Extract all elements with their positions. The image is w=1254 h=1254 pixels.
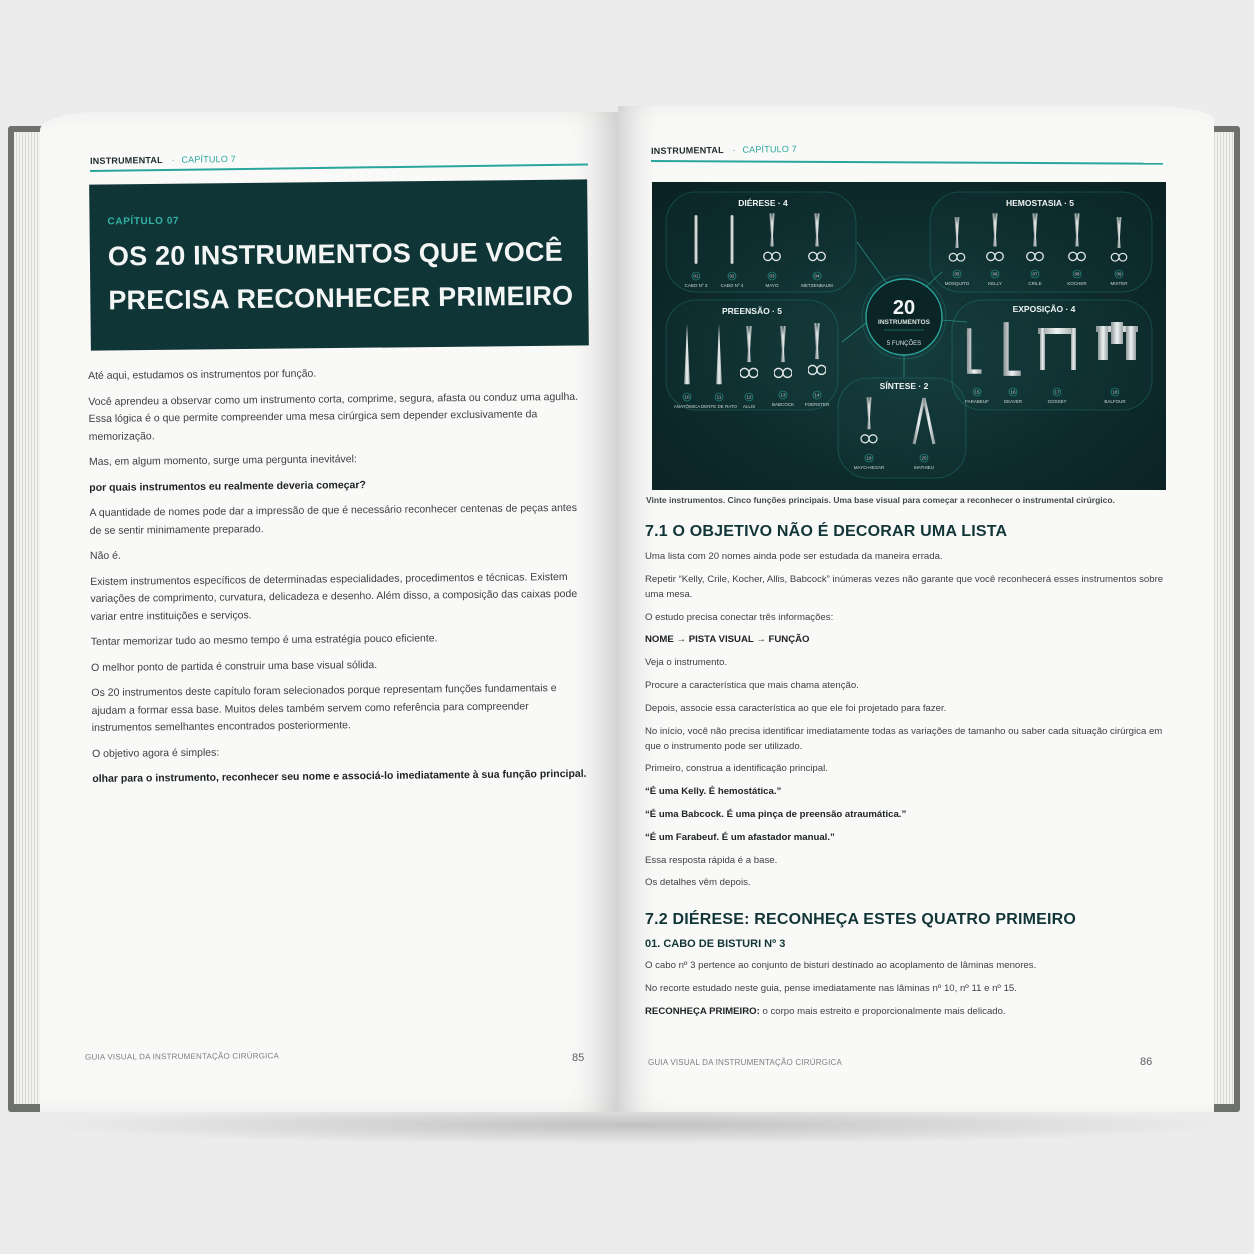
item-num: 06 <box>992 271 998 277</box>
page-number: 86 <box>1140 1056 1153 1068</box>
paragraph-emphasis: por quais instrumentos eu realmente deveria começar? <box>89 478 366 494</box>
item-num: 04 <box>814 273 820 279</box>
paragraph: Uma lista com 20 nomes ainda pode ser estudada da maneira errada. <box>645 551 943 562</box>
item-num: 16 <box>1010 389 1016 395</box>
group-title-exposicao: EXPOSIÇÃO · 4 <box>1012 304 1076 314</box>
center-label: INSTRUMENTOS <box>878 319 930 326</box>
running-head-sep: · <box>732 144 736 155</box>
paragraph: O cabo nº 3 pertence ao conjunto de bisturi destinado ao acoplamento de lâminas menores. <box>645 960 1037 972</box>
section-heading-7-1: 7.1 O OBJETIVO NÃO É DECORAR UMA LISTA <box>645 523 1008 540</box>
item-name: KELLY <box>988 281 1002 286</box>
item-name: KOCHER <box>1067 281 1087 286</box>
paragraph: No recorte estudado neste guia, pense imediatamente nas lâminas nº 10, nº 11 e nº 15. <box>645 983 1017 995</box>
item-num: 07 <box>1032 271 1038 277</box>
item-num: 18 <box>1112 389 1118 395</box>
item-name: BABCOCK <box>771 402 795 407</box>
page-footer: GUIA VISUAL DA INSTRUMENTAÇÃO CIRÚRGICA <box>648 1058 843 1067</box>
running-head-book: INSTRUMENTAL <box>90 154 163 166</box>
infographic-svg <box>652 182 1166 490</box>
item-num: 05 <box>954 271 960 277</box>
recognize-paragraph <box>645 1004 1175 1019</box>
right-body-text <box>645 524 1175 1027</box>
group-title-preensao: PREENSÃO · 5 <box>722 306 782 316</box>
paragraph: Existem instrumentos específicos de determinadas especialidades, procedimentos e técnicas. Existem variações de comprimento, curvatura, delicadeza e desenho. Além disso, a composição das caixas pode variar entre instituições e serviços. <box>90 570 578 623</box>
item-num: 14 <box>814 392 820 398</box>
item-num: 08 <box>1074 271 1080 277</box>
item-num: 02 <box>729 273 735 279</box>
paragraph: Essa resposta rápida é a base. <box>645 854 778 866</box>
instruments-infographic <box>652 182 1166 490</box>
item-name: DENTE DE RATO <box>700 404 738 409</box>
paragraph: Procure a característica que mais chama atenção. <box>645 679 859 691</box>
head-rule <box>651 160 1163 165</box>
item-num: 19 <box>866 455 872 461</box>
item-name: ALLIS <box>742 404 756 409</box>
item-num: 17 <box>1054 389 1060 395</box>
running-head-chapter: CAPÍTULO 7 <box>742 143 797 155</box>
item-name: FARABEUF <box>965 399 989 404</box>
item-name: FOERSTER <box>804 402 830 407</box>
running-head <box>90 154 236 166</box>
item-num: 12 <box>746 394 752 400</box>
paragraph-emphasis: olhar para o instrumento, reconhecer seu nome e associá-lo imediatamente à sua função principal. <box>92 767 587 785</box>
item-name: DEAVER <box>1003 399 1023 404</box>
item-name: BALFOUR <box>1104 399 1126 404</box>
center-sub: 5 FUNÇÕES <box>886 341 922 347</box>
item-num: 03 <box>769 273 775 279</box>
chapter-title-line2: PRECISA RECONHECER PRIMEIRO <box>108 280 574 316</box>
paragraph: O estudo precisa conectar três informações: <box>645 611 834 623</box>
item-name: GOSSET <box>1047 399 1067 404</box>
item-num: 01 <box>693 273 699 279</box>
quote: “É uma Kelly. É hemostática.” <box>645 786 782 798</box>
item-name: ANATÔMICA <box>673 404 701 409</box>
paragraph: Tentar memorizar tudo ao mesmo tempo é uma estratégia pouco eficiente. <box>90 632 438 648</box>
running-head-chapter: CAPÍTULO 7 <box>181 153 236 165</box>
running-head-sep: · <box>171 154 175 165</box>
paragraph: O objetivo agora é simples: <box>91 746 220 760</box>
center-number: 20 <box>892 297 916 319</box>
item-num: 11 <box>716 394 722 400</box>
right-page <box>618 106 1214 1112</box>
running-head <box>651 144 797 156</box>
item-name: MAYO-HEGAR <box>853 465 885 470</box>
paragraph: No início, você não precisa identificar imediatamente todas as variações de tamanho ou saber cada situação cirúrgica em que o instrumento pode ser utilizado. <box>645 725 1163 752</box>
figure-caption: Vinte instrumentos. Cinco funções principais. Uma base visual para começar a reconhecer o instrumental cirúrgico. <box>646 495 1115 505</box>
item-name: MAYO <box>765 283 779 288</box>
group-title-hemostasia: HEMOSTASIA · 5 <box>1005 198 1075 208</box>
paragraph: Você aprendeu a observar como um instrumento corta, comprime, segura, afasta ou conduz uma agulha. Essa lógica é o que permite compreender uma mesa cirúrgica sem depender exclusivamente da memorização. <box>88 390 579 443</box>
paragraph: Depois, associe essa característica ao que ele foi projetado para fazer. <box>645 702 947 714</box>
item-name: METZENBAUM <box>801 283 833 288</box>
item-name: CABO Nº 3 <box>684 283 708 288</box>
instrument-icon-cabo-3 <box>694 215 697 264</box>
paragraph: Os 20 instrumentos deste capítulo foram selecionados porque representam funções fundamentais e ajudam a formar essa base. Muitos deles também servem como referência para compreender instrumentos semelhantes encontrados posteriormente. <box>91 682 557 734</box>
page-footer: GUIA VISUAL DA INSTRUMENTAÇÃO CIRÚRGICA <box>84 1051 280 1062</box>
section-heading-7-2: 7.2 DIÉRESE: RECONHEÇA ESTES QUATRO PRIMEIRO <box>645 911 1077 929</box>
item-name: MOSQUITO <box>944 281 970 286</box>
left-page <box>40 112 618 1112</box>
item-name: CRILE <box>1028 281 1042 286</box>
chapter-title <box>108 229 579 322</box>
running-head-book: INSTRUMENTAL <box>651 144 724 156</box>
item-name: MIXTER <box>1110 281 1128 286</box>
chapter-title-box <box>89 179 589 350</box>
paragraph: Mas, em algum momento, surge uma pergunta inevitável: <box>88 453 357 468</box>
quote: “É uma Babcock. É uma pinça de preensão atraumática.” <box>645 808 907 820</box>
group-title-sintese: SÍNTESE · 2 <box>879 381 929 391</box>
item-num: 20 <box>921 455 927 461</box>
group-title-dierese: DIÉRESE · 4 <box>738 198 788 208</box>
quote: “É um Farabeuf. É um afastador manual.” <box>645 831 835 843</box>
paragraph: Primeiro, construa a identificação principal. <box>645 763 828 775</box>
paragraph: O melhor ponto de partida é construir uma base visual sólida. <box>91 658 378 674</box>
paragraph: Repetir “Kelly, Crile, Kocher, Allis, Babcock” inúmeras vezes não garante que você reconhecerá esses instrumentos sobre uma mesa. <box>645 573 1164 600</box>
paragraph: A quantidade de nomes pode dar a impressão de que é necessário reconhecer centenas de peças antes de se sentir minimamente preparado. <box>89 501 577 537</box>
left-body-text <box>88 363 592 797</box>
paragraph: Os detalhes vêm depois. <box>645 877 751 889</box>
item-num: 13 <box>780 392 786 398</box>
paragraph-emphasis: NOME → PISTA VISUAL → FUNÇÃO <box>645 634 810 646</box>
item-num: 15 <box>974 389 980 395</box>
item-num: 09 <box>1116 271 1122 277</box>
item-name: CABO Nº 4 <box>720 283 744 288</box>
recognize-label: RECONHEÇA PRIMEIRO: <box>645 1005 760 1017</box>
subsection-heading: 01. CABO DE BISTURI Nº 3 <box>645 938 786 951</box>
item-num: 10 <box>684 394 690 400</box>
page-number: 85 <box>572 1052 585 1064</box>
paragraph: Até aqui, estudamos os instrumentos por função. <box>88 367 317 382</box>
chapter-label: CAPÍTULO 07 <box>107 215 180 228</box>
recognize-text: o corpo mais estreito e proporcionalmente mais delicado. <box>759 1005 1006 1017</box>
chapter-title-line1: OS 20 INSTRUMENTOS QUE VOCÊ <box>107 236 564 272</box>
paragraph: Veja o instrumento. <box>645 657 728 669</box>
item-name: MATHIEU <box>914 465 934 470</box>
instrument-icon-cabo-4 <box>730 215 733 264</box>
paragraph: Não é. <box>89 549 121 562</box>
